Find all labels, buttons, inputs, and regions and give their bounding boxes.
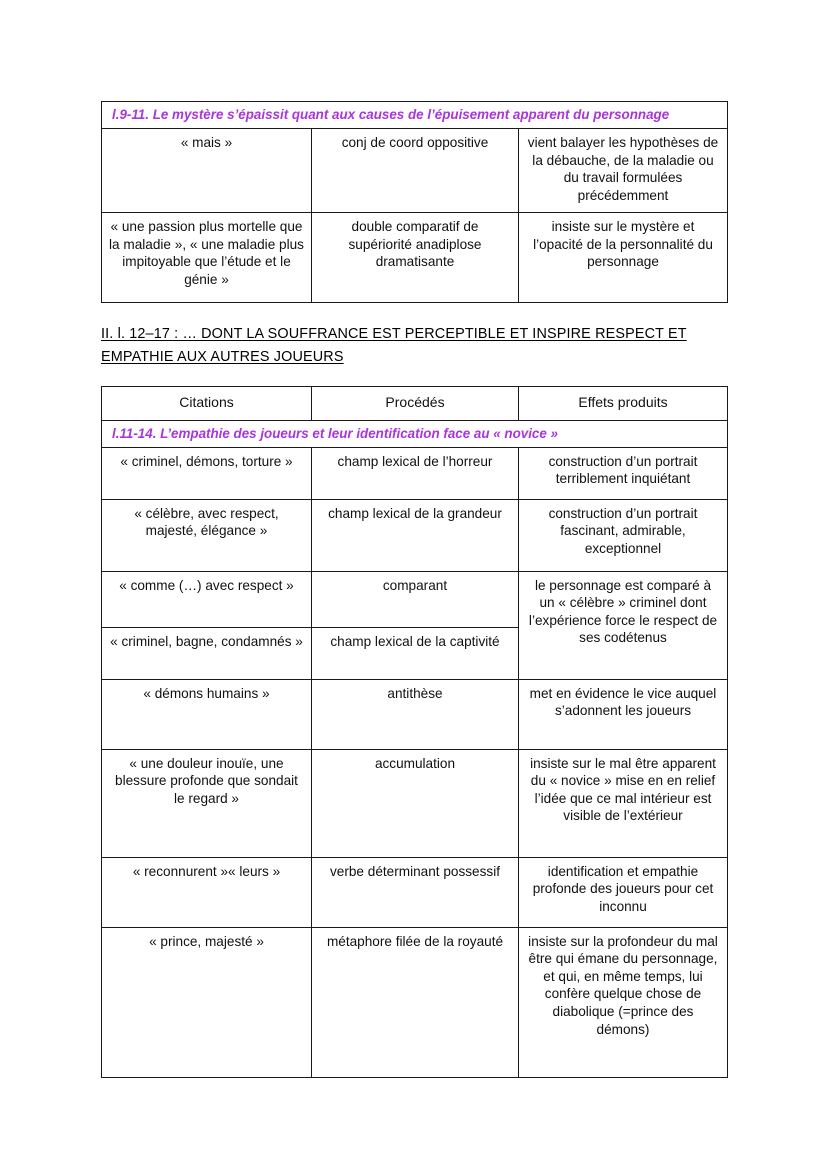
analysis-table-second — [101, 386, 728, 1078]
section-heading — [101, 323, 733, 369]
procede-cell: verbe déterminant possessif — [312, 857, 519, 927]
citation-cell: « criminel, bagne, condamnés » — [102, 627, 312, 679]
table-row — [102, 499, 728, 571]
effet-cell: le personnage est comparé à un « célèbre » criminel dont l’expérience force le respect de ses codétenus — [519, 571, 728, 679]
section-heading-line-2: EMPATHIE AUX AUTRES JOUEURS — [101, 349, 344, 365]
procede-cell: comparant — [312, 571, 519, 627]
procede-cell: champ lexical de la grandeur — [312, 499, 519, 571]
procede-cell: champ lexical de la captivité — [312, 627, 519, 679]
table-row — [102, 447, 728, 499]
citation-cell: « criminel, démons, torture » — [102, 447, 312, 499]
effet-cell: met en évidence le vice auquel s’adonnent les joueurs — [519, 679, 728, 749]
effet-cell: insiste sur le mystère et l’opacité de la personnalité du personnage — [519, 213, 728, 303]
table-row — [102, 857, 728, 927]
table-row — [102, 679, 728, 749]
section-band-label: l.11-14. L’empathie des joueurs et leur identification face au « novice » — [102, 420, 728, 447]
table-row — [102, 749, 728, 857]
effet-cell: construction d’un portrait fascinant, admirable, exceptionnel — [519, 499, 728, 571]
column-header-effets: Effets produits — [519, 387, 728, 421]
effet-cell: vient balayer les hypothèses de la débauche, de la maladie ou du travail formulées précédemment — [519, 129, 728, 213]
section-band-label: l.9-11. Le mystère s’épaissit quant aux causes de l’épuisement apparent du personnage — [102, 102, 728, 129]
procede-cell: accumulation — [312, 749, 519, 857]
analysis-table-first — [101, 101, 728, 303]
citation-cell: « comme (…) avec respect » — [102, 571, 312, 627]
citation-cell: « mais » — [102, 129, 312, 213]
section-heading-line-1: II. l. 12–17 : … DONT LA SOUFFRANCE EST PERCEPTIBLE ET INSPIRE RESPECT ET — [101, 326, 687, 342]
citation-cell: « une passion plus mortelle que la maladie », « une maladie plus impitoyable que l’étude et le génie » — [102, 213, 312, 303]
table-header-row — [102, 387, 728, 421]
effet-cell: insiste sur la profondeur du mal être qui émane du personnage, et qui, en même temps, lui confère quelque chose de diabolique (=prince des démons) — [519, 927, 728, 1077]
effet-cell: identification et empathie profonde des joueurs pour cet inconnu — [519, 857, 728, 927]
table-row — [102, 129, 728, 213]
table-row — [102, 571, 728, 627]
table-row — [102, 213, 728, 303]
citation-cell: « prince, majesté » — [102, 927, 312, 1077]
citation-cell: « démons humains » — [102, 679, 312, 749]
effet-cell: insiste sur le mal être apparent du « novice » mise en en relief l’idée que ce mal intérieur est visible de l’extérieur — [519, 749, 728, 857]
procede-cell: champ lexical de l’horreur — [312, 447, 519, 499]
citation-cell: « célèbre, avec respect, majesté, élégance » — [102, 499, 312, 571]
column-header-citations: Citations — [102, 387, 312, 421]
table-row — [102, 102, 728, 129]
procede-cell: double comparatif de supériorité anadiplose dramatisante — [312, 213, 519, 303]
citation-cell: « une douleur inouïe, une blessure profonde que sondait le regard » — [102, 749, 312, 857]
citation-cell: « reconnurent »« leurs » — [102, 857, 312, 927]
procede-cell: métaphore filée de la royauté — [312, 927, 519, 1077]
procede-cell: conj de coord oppositive — [312, 129, 519, 213]
procede-cell: antithèse — [312, 679, 519, 749]
table-row — [102, 420, 728, 447]
column-header-procedes: Procédés — [312, 387, 519, 421]
effet-cell: construction d’un portrait terriblement inquiétant — [519, 447, 728, 499]
table-row — [102, 927, 728, 1077]
